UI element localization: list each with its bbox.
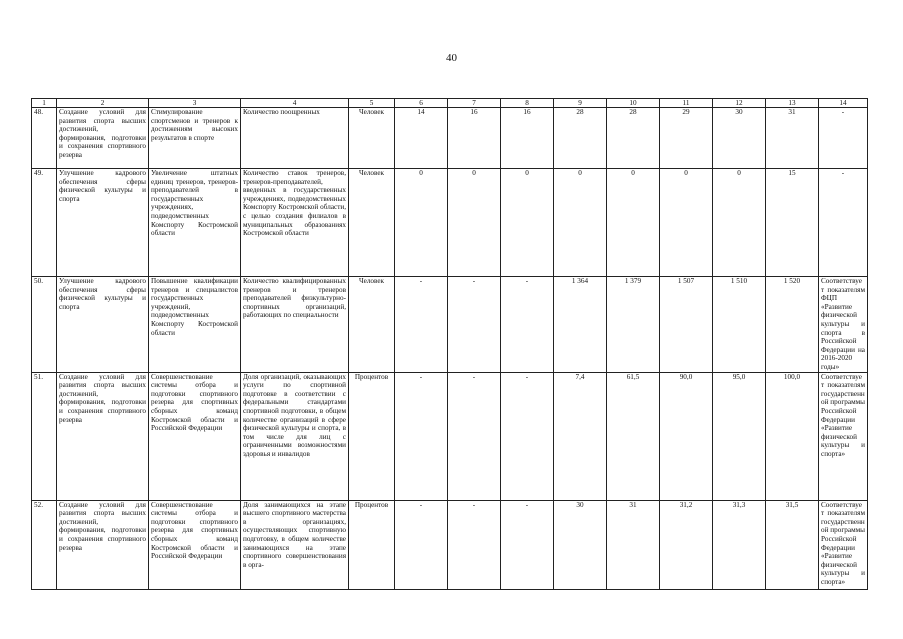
header-row — [32, 99, 868, 108]
value-cell: 28 — [607, 108, 660, 169]
indicator-cell: Количество поощренных — [241, 108, 349, 169]
row-number: 51. — [32, 372, 57, 500]
value-cell: - — [395, 500, 448, 589]
note-cell: Соответствует показателям государственной программы Российской Федерации «Развитие физической культуры и спорта» — [819, 372, 868, 500]
row-number: 50. — [32, 277, 57, 373]
header-cell: 10 — [607, 99, 660, 108]
unit-cell: Процентов — [349, 372, 395, 500]
measure-cell: Увеличение штатных единиц тренеров, тренеров-преподавателей в государственных учреждениях, подведомственных Комспорту Костромской области — [149, 169, 241, 277]
unit-cell: Человек — [349, 169, 395, 277]
unit-cell: Процентов — [349, 500, 395, 589]
value-cell: 14 — [395, 108, 448, 169]
value-cell: 30 — [554, 500, 607, 589]
measure-cell: Повышение квалификации тренеров и специалистов государственных учреждений, подведомственных Комспорту Костромской области — [149, 277, 241, 373]
value-cell: - — [395, 277, 448, 373]
value-cell: 90,0 — [660, 372, 713, 500]
indicator-cell: Доля организаций, оказывающих услуги по спортивной подготовке в соответствии с федеральными стандартами спортивной подготовки, в общем количестве организаций в сфере физической культуры и спорта, в том числе для лиц с ограниченными возможностями здоровья и инвалидов — [241, 372, 349, 500]
table-row — [32, 372, 868, 500]
header-cell: 12 — [713, 99, 766, 108]
value-cell: 0 — [395, 169, 448, 277]
header-cell: 6 — [395, 99, 448, 108]
indicator-cell: Количество ставок тренеров, тренеров-преподавателей, введенных в государственных учреждениях, подведомственных Комспорту Костромской области, с целью создания филиалов в муниципальных образованиях Костромской области — [241, 169, 349, 277]
value-cell: 7,4 — [554, 372, 607, 500]
header-cell: 8 — [501, 99, 554, 108]
value-cell: 95,0 — [713, 372, 766, 500]
header-cell: 3 — [149, 99, 241, 108]
unit-cell: Человек — [349, 277, 395, 373]
value-cell: 31 — [607, 500, 660, 589]
indicator-cell: Количество квалифицированных тренеров и тренеров преподавателей физкультурно-спортивных организаций, работающих по специальности — [241, 277, 349, 373]
header-cell: 1 — [32, 99, 57, 108]
page-number: 40 — [446, 52, 457, 64]
value-cell: 29 — [660, 108, 713, 169]
measure-cell: Стимулирование спортсменов и тренеров к достижениям высоких результатов в спорте — [149, 108, 241, 169]
value-cell: - — [448, 500, 501, 589]
task-cell: Создание условий для развития спорта высших достижений, формирования, подготовки и сохранения спортивного резерва — [57, 372, 149, 500]
note-cell: - — [819, 108, 868, 169]
value-cell: 1 510 — [713, 277, 766, 373]
note-cell: Соответствует показателям государственной программы Российской Федерации «Развитие физической культуры и спорта» — [819, 500, 868, 589]
table-row — [32, 169, 868, 277]
header-cell: 11 — [660, 99, 713, 108]
value-cell: - — [501, 277, 554, 373]
value-cell: 61,5 — [607, 372, 660, 500]
measure-cell: Совершенствование системы отбора и подготовки спортивного резерва для спортивных сборных команд Костромской области и Российской Федерации — [149, 500, 241, 589]
task-cell: Улучшение кадрового обеспечения сферы физической культуры и спорта — [57, 169, 149, 277]
value-cell: 28 — [554, 108, 607, 169]
indicators-table — [31, 98, 868, 590]
row-number: 49. — [32, 169, 57, 277]
header-cell: 13 — [766, 99, 819, 108]
value-cell: 31,5 — [766, 500, 819, 589]
value-cell: 1 507 — [660, 277, 713, 373]
value-cell: 0 — [607, 169, 660, 277]
value-cell: 16 — [501, 108, 554, 169]
task-cell: Улучшение кадрового обеспечения сферы физической культуры и спорта — [57, 277, 149, 373]
value-cell: 31,3 — [713, 500, 766, 589]
table-row — [32, 108, 868, 169]
note-cell: - — [819, 169, 868, 277]
row-number: 48. — [32, 108, 57, 169]
value-cell: - — [501, 500, 554, 589]
value-cell: - — [501, 372, 554, 500]
value-cell: 31,2 — [660, 500, 713, 589]
header-cell: 7 — [448, 99, 501, 108]
value-cell: 0 — [448, 169, 501, 277]
task-cell: Создание условий для развития спорта высших достижений, формирования, подготовки и сохранения спортивного резерва — [57, 500, 149, 589]
value-cell: 31 — [766, 108, 819, 169]
unit-cell: Человек — [349, 108, 395, 169]
value-cell: - — [448, 372, 501, 500]
measure-cell: Совершенствование системы отбора и подготовки спортивного резерва для спортивных сборных команд Костромской области и Российской Федерации — [149, 372, 241, 500]
value-cell: - — [395, 372, 448, 500]
task-cell: Создание условий для развития спорта высших достижений, формирования, подготовки и сохранения спортивного резерва — [57, 108, 149, 169]
header-cell: 5 — [349, 99, 395, 108]
row-number: 52. — [32, 500, 57, 589]
header-cell: 14 — [819, 99, 868, 108]
value-cell: 16 — [448, 108, 501, 169]
value-cell: 1 364 — [554, 277, 607, 373]
indicator-cell: Доля занимающихся на этапе высшего спортивного мастерства в организациях, осуществляющих спортивную подготовку, в общем количестве занимающихся на этапе спортивного совершенствования в орга- — [241, 500, 349, 589]
value-cell: 0 — [554, 169, 607, 277]
table-row — [32, 277, 868, 373]
value-cell: 0 — [713, 169, 766, 277]
note-cell: Соответствует показателям ФЦП «Развитие физической культуры и спорта в Российской Федерации на 2016-2020 годы» — [819, 277, 868, 373]
value-cell: 0 — [501, 169, 554, 277]
value-cell: 30 — [713, 108, 766, 169]
table-row — [32, 500, 868, 589]
header-cell: 2 — [57, 99, 149, 108]
value-cell: 15 — [766, 169, 819, 277]
value-cell: 0 — [660, 169, 713, 277]
value-cell: 100,0 — [766, 372, 819, 500]
value-cell: 1 520 — [766, 277, 819, 373]
header-cell: 9 — [554, 99, 607, 108]
header-cell: 4 — [241, 99, 349, 108]
value-cell: 1 379 — [607, 277, 660, 373]
value-cell: - — [448, 277, 501, 373]
